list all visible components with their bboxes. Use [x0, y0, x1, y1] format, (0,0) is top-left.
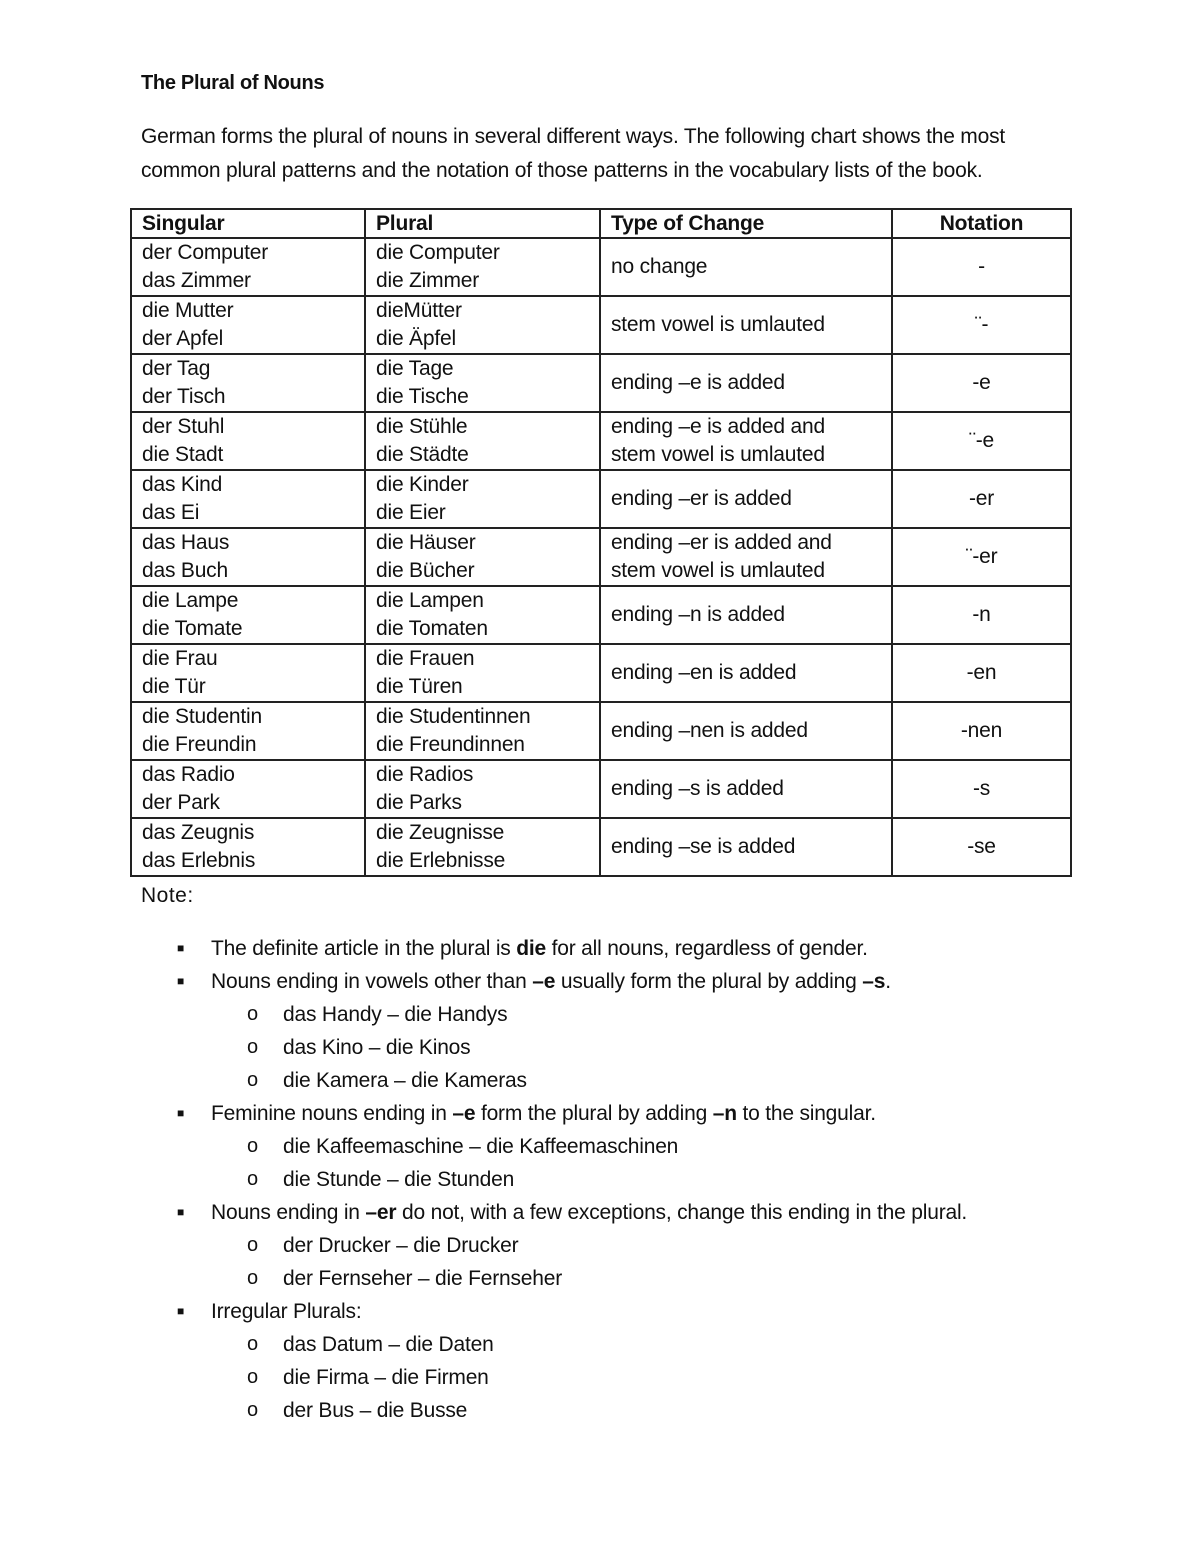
plural-cell — [365, 586, 600, 644]
note-example-item — [141, 998, 1101, 1031]
note-example-item — [141, 1262, 1101, 1295]
table-row — [131, 702, 1071, 760]
example-text: die Kaffeemaschine – die Kaffeemaschinen — [283, 1135, 679, 1158]
note-emphasis: –s — [862, 970, 886, 993]
note-text-part: do not, with a few exceptions, change this ending in the plural. — [396, 1201, 968, 1224]
singular-cell-line: die Tomate — [142, 617, 243, 640]
note-example-item — [141, 1031, 1101, 1064]
header-notation: Notation — [892, 209, 1071, 238]
note-example-item — [141, 1064, 1101, 1097]
plural-cell-line: die Tage — [376, 357, 454, 380]
singular-cell — [131, 412, 365, 470]
plural-cell — [365, 354, 600, 412]
example-text: das Handy – die Handys — [283, 1003, 508, 1026]
type-of-change-cell — [600, 702, 892, 760]
example-text: die Firma – die Firmen — [283, 1366, 489, 1389]
bullet-square-icon: ■ — [177, 974, 185, 988]
type-of-change-cell — [600, 644, 892, 702]
notation-cell: -er — [892, 470, 1071, 528]
note-example-item — [141, 1229, 1101, 1262]
bullet-square-icon: ■ — [177, 1304, 185, 1318]
example-text: die Kamera – die Kameras — [283, 1069, 527, 1092]
note-text-part: The definite article in the plural is — [211, 937, 517, 960]
plural-cell-line: die Türen — [376, 675, 463, 698]
type-of-change-cell — [600, 760, 892, 818]
example-text: der Bus – die Busse — [283, 1399, 468, 1422]
bullet-square-icon: ■ — [177, 1205, 185, 1219]
note-text-part: to the singular. — [736, 1102, 876, 1125]
plural-cell-line: die Freundinnen — [376, 733, 525, 756]
example-text: das Kino – die Kinos — [283, 1036, 471, 1059]
singular-cell-line: die Tür — [142, 675, 206, 698]
notes-list — [141, 932, 1101, 1427]
singular-cell-line: das Zimmer — [142, 269, 251, 292]
note-text — [211, 1196, 967, 1229]
note-text-part: Nouns ending in vowels other than — [211, 970, 533, 993]
table-row — [131, 644, 1071, 702]
singular-cell — [131, 818, 365, 876]
type-of-change-cell — [600, 818, 892, 876]
note-emphasis: die — [516, 937, 546, 960]
note-bullet-item — [141, 1097, 1101, 1130]
circle-bullet-icon: o — [247, 1267, 258, 1289]
singular-cell-line: das Zeugnis — [142, 821, 255, 844]
type-of-change-cell-line: ending –er is added — [611, 487, 792, 510]
type-of-change-cell-line: stem vowel is umlauted — [611, 313, 825, 336]
circle-bullet-icon: o — [247, 1399, 258, 1421]
plural-cell — [365, 296, 600, 354]
note-text-part: usually form the plural by adding — [555, 970, 863, 993]
table-row — [131, 760, 1071, 818]
circle-bullet-icon: o — [247, 1003, 258, 1025]
singular-cell-line: die Frau — [142, 647, 218, 670]
page-title: The Plural of Nouns — [141, 72, 325, 94]
plural-cell-line: die Radios — [376, 763, 474, 786]
singular-cell-line: das Erlebnis — [142, 849, 256, 872]
type-of-change-cell — [600, 296, 892, 354]
singular-cell-line: die Stadt — [142, 443, 224, 466]
singular-cell-line: der Park — [142, 791, 220, 814]
type-of-change-cell-line: ending –er is added and — [611, 531, 832, 554]
note-emphasis: –e — [532, 970, 556, 993]
type-of-change-cell-line: ending –e is added and — [611, 415, 825, 438]
header-singular: Singular — [131, 209, 365, 238]
plural-cell — [365, 702, 600, 760]
circle-bullet-icon: o — [247, 1168, 258, 1190]
plural-cell — [365, 412, 600, 470]
singular-cell-line: der Stuhl — [142, 415, 225, 438]
plural-cell-line: die Computer — [376, 241, 500, 264]
plural-cell-line: die Tomaten — [376, 617, 488, 640]
note-bullet-item — [141, 1196, 1101, 1229]
note-example-item — [141, 1394, 1101, 1427]
singular-cell-line: die Studentin — [142, 705, 262, 728]
singular-cell-line: das Kind — [142, 473, 223, 496]
plural-cell-line: die Häuser — [376, 531, 476, 554]
header-plural: Plural — [365, 209, 600, 238]
plural-cell-line: die Tische — [376, 385, 469, 408]
singular-cell-line: die Mutter — [142, 299, 234, 322]
notation-cell: -en — [892, 644, 1071, 702]
plural-cell — [365, 470, 600, 528]
notation-cell: -n — [892, 586, 1071, 644]
table-row — [131, 528, 1071, 586]
type-of-change-cell-line: ending –s is added — [611, 777, 784, 800]
note-text-part: form the plural by adding — [475, 1102, 713, 1125]
example-text: der Drucker – die Drucker — [283, 1234, 519, 1257]
note-example-item — [141, 1328, 1101, 1361]
note-example-item — [141, 1163, 1101, 1196]
singular-cell — [131, 702, 365, 760]
singular-cell — [131, 238, 365, 296]
circle-bullet-icon: o — [247, 1069, 258, 1091]
plural-cell — [365, 760, 600, 818]
type-of-change-cell — [600, 354, 892, 412]
note-emphasis: –n — [712, 1102, 737, 1125]
type-of-change-cell — [600, 470, 892, 528]
plural-cell-line: die Parks — [376, 791, 462, 814]
notation-cell: ¨-e — [892, 412, 1071, 470]
singular-cell — [131, 760, 365, 818]
note-text — [211, 1097, 876, 1130]
plural-cell-line: die Bücher — [376, 559, 475, 582]
table-row — [131, 354, 1071, 412]
note-example-item — [141, 1361, 1101, 1394]
note-text — [211, 1295, 361, 1328]
type-of-change-cell-line: ending –n is added — [611, 603, 785, 626]
table-row — [131, 412, 1071, 470]
plural-cell — [365, 644, 600, 702]
type-of-change-cell-line: stem vowel is umlauted — [611, 559, 825, 582]
plural-cell-line: die Eier — [376, 501, 446, 524]
singular-cell-line: die Freundin — [142, 733, 257, 756]
plural-cell-line: die Zimmer — [376, 269, 480, 292]
note-bullet-item — [141, 965, 1101, 998]
notation-cell: -nen — [892, 702, 1071, 760]
circle-bullet-icon: o — [247, 1135, 258, 1157]
plural-cell-line: die Äpfel — [376, 327, 456, 350]
plural-table — [130, 208, 1072, 877]
plural-cell-line: die Zeugnisse — [376, 821, 505, 844]
example-text: das Datum – die Daten — [283, 1333, 494, 1356]
type-of-change-cell — [600, 528, 892, 586]
type-of-change-cell-line: ending –en is added — [611, 661, 797, 684]
type-of-change-cell-line: ending –e is added — [611, 371, 785, 394]
intro-paragraph: German forms the plural of nouns in several different ways. The following chart shows the most common plural patterns and the notation of those patterns in the vocabulary lists of the book. — [141, 125, 1006, 182]
plural-cell-line: die Frauen — [376, 647, 475, 670]
plural-cell-line: die Erlebnisse — [376, 849, 506, 872]
bullet-square-icon: ■ — [177, 1106, 185, 1120]
note-text-part: . — [885, 970, 891, 993]
note-text-part: Feminine nouns ending in — [211, 1102, 453, 1125]
table-row — [131, 238, 1071, 296]
table-row — [131, 470, 1071, 528]
singular-cell-line: der Tisch — [142, 385, 226, 408]
notation-cell: - — [892, 238, 1071, 296]
circle-bullet-icon: o — [247, 1036, 258, 1058]
plural-cell-line: dieMütter — [376, 299, 462, 322]
table-header-row — [131, 209, 1071, 238]
singular-cell-line: der Computer — [142, 241, 268, 264]
singular-cell — [131, 296, 365, 354]
singular-cell — [131, 586, 365, 644]
note-label: Note: — [141, 884, 194, 907]
singular-cell-line: das Buch — [142, 559, 228, 582]
circle-bullet-icon: o — [247, 1333, 258, 1355]
plural-cell-line: die Studentinnen — [376, 705, 531, 728]
notation-cell: ¨-er — [892, 528, 1071, 586]
singular-cell — [131, 470, 365, 528]
type-of-change-cell-line: stem vowel is umlauted — [611, 443, 825, 466]
type-of-change-cell-line: no change — [611, 255, 708, 278]
singular-cell-line: das Radio — [142, 763, 235, 786]
plural-cell — [365, 238, 600, 296]
notation-cell: ¨- — [892, 296, 1071, 354]
circle-bullet-icon: o — [247, 1366, 258, 1388]
note-emphasis: –e — [452, 1102, 476, 1125]
note-bullet-item — [141, 932, 1101, 965]
singular-cell — [131, 528, 365, 586]
plural-cell-line: die Stühle — [376, 415, 468, 438]
note-emphasis: –er — [365, 1201, 397, 1224]
table-row — [131, 818, 1071, 876]
type-of-change-cell — [600, 412, 892, 470]
table-row — [131, 296, 1071, 354]
note-text — [211, 932, 868, 965]
note-text — [211, 965, 891, 998]
table-body — [131, 238, 1071, 876]
type-of-change-cell-line: ending –se is added — [611, 835, 796, 858]
singular-cell-line: der Apfel — [142, 327, 224, 350]
notation-cell: -s — [892, 760, 1071, 818]
singular-cell-line: die Lampe — [142, 589, 239, 612]
example-text: die Stunde – die Stunden — [283, 1168, 515, 1191]
note-bullet-item — [141, 1295, 1101, 1328]
notation-cell: -se — [892, 818, 1071, 876]
plural-cell-line: die Städte — [376, 443, 469, 466]
singular-cell-line: das Haus — [142, 531, 230, 554]
notation-cell: -e — [892, 354, 1071, 412]
header-type-of-change: Type of Change — [600, 209, 892, 238]
note-text-part: Nouns ending in — [211, 1201, 366, 1224]
singular-cell — [131, 354, 365, 412]
plural-cell — [365, 818, 600, 876]
note-example-item — [141, 1130, 1101, 1163]
circle-bullet-icon: o — [247, 1234, 258, 1256]
type-of-change-cell-line: ending –nen is added — [611, 719, 808, 742]
singular-cell-line: der Tag — [142, 357, 211, 380]
plural-cell-line: die Kinder — [376, 473, 469, 496]
note-text-part: Irregular Plurals: — [211, 1300, 362, 1323]
bullet-square-icon: ■ — [177, 941, 185, 955]
type-of-change-cell — [600, 238, 892, 296]
table-row — [131, 586, 1071, 644]
singular-cell-line: das Ei — [142, 501, 200, 524]
plural-cell — [365, 528, 600, 586]
singular-cell — [131, 644, 365, 702]
type-of-change-cell — [600, 586, 892, 644]
example-text: der Fernseher – die Fernseher — [283, 1267, 563, 1290]
plural-cell-line: die Lampen — [376, 589, 484, 612]
note-text-part: for all nouns, regardless of gender. — [545, 937, 868, 960]
